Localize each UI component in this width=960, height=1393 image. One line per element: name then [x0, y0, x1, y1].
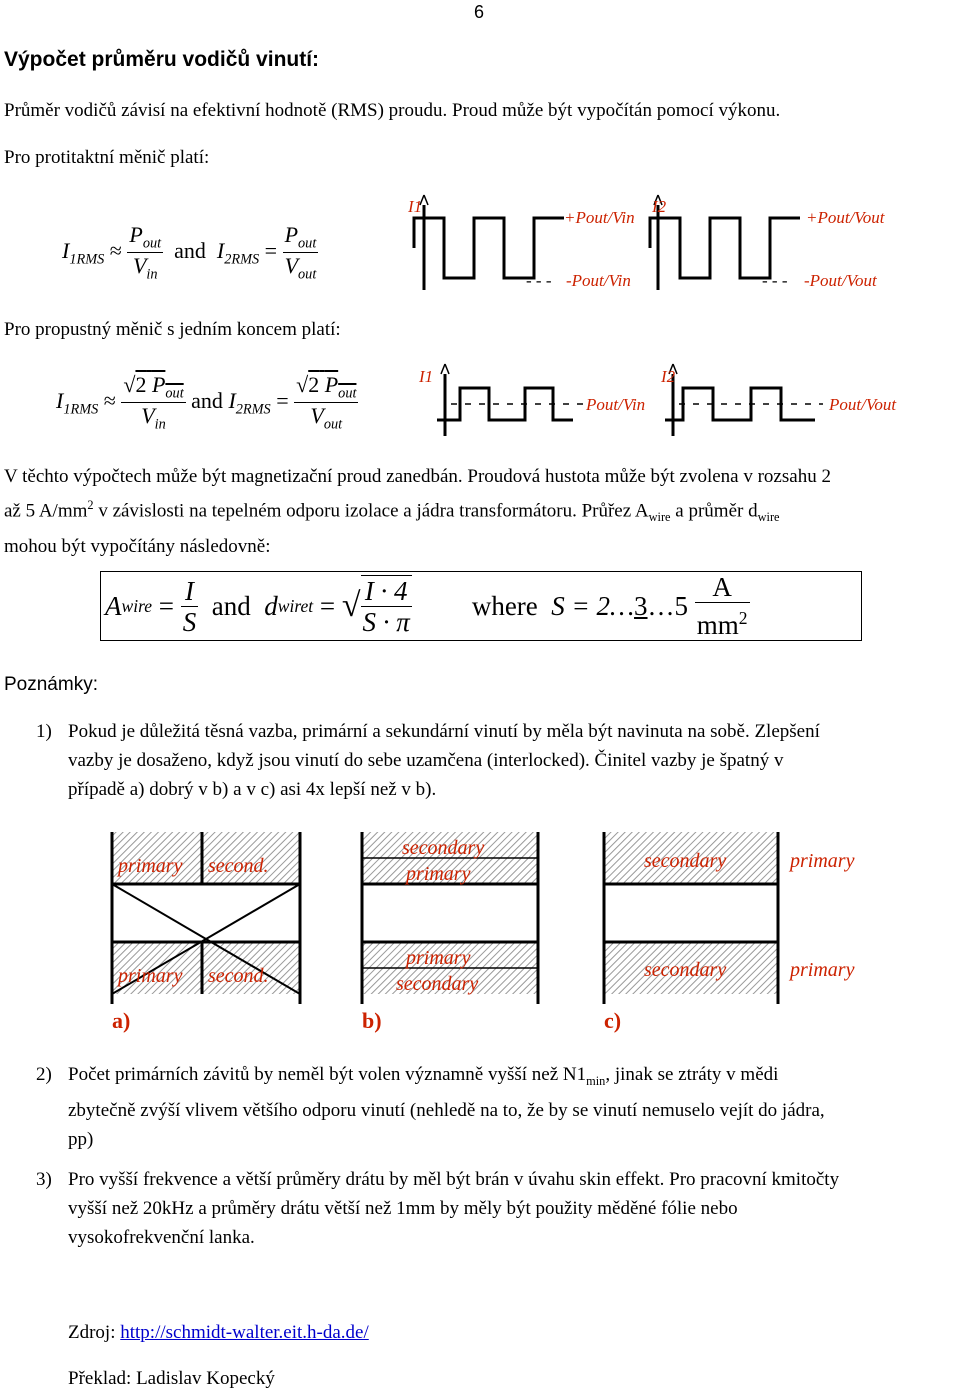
page-number: 6 — [474, 2, 485, 22]
a-second-bottom: second. — [208, 965, 269, 987]
winding-diagrams — [90, 822, 950, 1042]
svg-text:- - -: - - - — [762, 271, 788, 290]
c-primary-top: primary — [790, 850, 855, 872]
winding-c — [604, 832, 855, 1033]
waveform-pushpull — [400, 190, 920, 300]
wave2-lbl2: Pout/Vout — [829, 395, 897, 414]
note-2-text: Počet primárních závitů by neměl být volen významně vyšší než $N1_{min}$, jinak se ztráty v mědi zbytečně zvýší vlivem většího odporu vinutí (nehledě na to, že by se vinutí nemuselo vejít do jádra, pp) — [68, 1064, 825, 1150]
forward-label: Pro propustný měnič s jedním koncem platí: — [4, 319, 341, 340]
b-secondary-top: secondary — [402, 837, 485, 859]
wave2-lbl1: Pout/Vin — [586, 395, 646, 414]
winding-b — [362, 832, 538, 1033]
note-1-number: 1) — [36, 721, 52, 742]
source-line: Zdroj: http://schmidt-walter.eit.h-da.de/ — [68, 1322, 369, 1343]
formula-forward: $I_{1RMS}$ ≈ $\frac{√2 P_{out}}{V_{in}}$ and $I_{2RMS}$ = $\frac{√2 P_{out}}{V_{out}}$ — [56, 372, 357, 433]
formula-pushpull: $I_{1RMS}$ ≈ $\frac{P_{out}}{V_{in}}$ and $I_{2RMS}$ = $\frac{P_{out}}{V_{out}}$ — [62, 222, 317, 283]
source-link[interactable]: http://schmidt-walter.eit.h-da.de/ — [120, 1322, 369, 1343]
note-2-number: 2) — [36, 1064, 52, 1085]
translation-line: Překlad: Ladislav Kopecký — [68, 1368, 275, 1389]
note-3-number: 3) — [36, 1169, 52, 1190]
wave1-minus2: -Pout/Vout — [804, 271, 877, 290]
notes-label: Poznámky: — [4, 674, 98, 695]
winding-a — [112, 832, 300, 1033]
label-a: a) — [112, 1008, 131, 1033]
c-primary-bottom: primary — [790, 959, 855, 981]
label-c: c) — [604, 1008, 622, 1033]
a-primary-top: primary — [118, 855, 183, 877]
waveform-forward — [415, 362, 915, 442]
wire-formula-box: A wire = $\frac{I}{S}$ and d wiret = √ $\frac{I \cdot 4}{S \cdot \pi}$ where S = 2… 3 …5 $\frac{A}{mm^2}$ — [100, 571, 862, 641]
intro-text: Průměr vodičů závisí na efektivní hodnotě (RMS) proudu. Proud může být vypočítán pomocí výkonu. — [4, 100, 781, 121]
wave1-i2: I2 — [652, 197, 667, 216]
c-secondary-top: secondary — [644, 850, 727, 872]
wave2-i2: I2 — [661, 367, 676, 386]
b-primary-top: primary — [406, 863, 471, 885]
wave1-minus1: -Pout/Vin — [566, 271, 631, 290]
pushpull-label: Pro protitaktní měnič platí: — [4, 147, 210, 168]
wave2-i1: I1 — [419, 367, 434, 386]
b-secondary-bottom: secondary — [396, 973, 479, 995]
note-1-text: Pokud je důležitá těsná vazba, primární a sekundární vinutí by měla být navinuta na sobě. Zlepšení vazby je dosaženo, když jsou vinutí do sebe uzamčena (interlocked). Činitel vazby je špatný v případě a) dobrý v b) a v c) asi 4x lepší než v b). — [68, 721, 820, 800]
b-primary-bottom: primary — [406, 947, 471, 969]
c-secondary-bottom: secondary — [644, 959, 727, 981]
a-primary-bottom: primary — [118, 965, 183, 987]
page-title: Výpočet průměru vodičů vinutí: — [4, 48, 320, 71]
label-b: b) — [362, 1008, 382, 1033]
note-3-text: Pro vyšší frekvence a větší průměry drátu by měl být brán v úvahu skin effekt. Pro pracovní kmitočty vyšší než 20kHz a průměry drátu větší než 1mm by měly být použity měděné fólie nebo vysokofrekvenční lanka. — [68, 1169, 840, 1248]
a-second-top: second. — [208, 855, 269, 877]
density-paragraph: V těchto výpočtech může být magnetizační proud zanedbán. Proudová hustota může být zvolena v rozsahu 2 až 5 $A/mm^2$ v závislosti na tepelném odporu izolace a jádra transformátoru. Průřez $A_{wire}$ a průměr $d_{wire}$ mohou být vypočítány následovně: — [4, 466, 831, 558]
wave1-plus2: +Pout/Vout — [806, 208, 885, 227]
wave1-i1: I1 — [408, 197, 423, 216]
wave1-plus1: +Pout/Vin — [564, 208, 635, 227]
svg-text:- - -: - - - — [526, 271, 552, 290]
